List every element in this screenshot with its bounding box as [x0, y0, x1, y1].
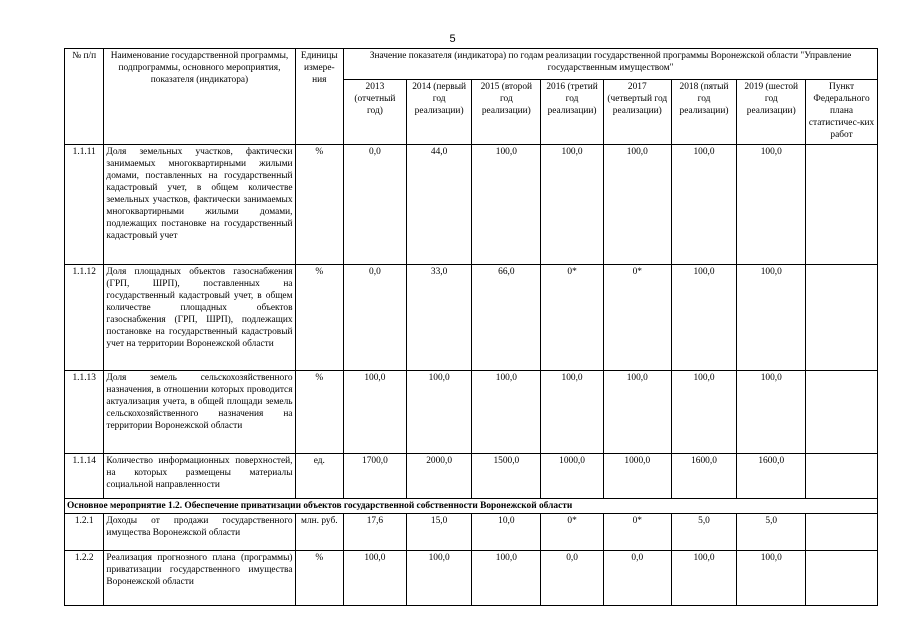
row-value: 100,0 [406, 551, 472, 606]
row-value: 2000,0 [406, 454, 472, 499]
row-value: 1700,0 [344, 454, 407, 499]
row-plan [806, 551, 878, 606]
row-indicator-name: Доля площадных объектов газоснабжения (ГРП, ШРП), поставленных на государственный кадастровый учет, в общем количестве площадных объектов газоснабжения (ГРП, ШРП), подлежащих постановке на государственный кадастровый учет на территории Воронежской области [104, 265, 295, 371]
row-value: 33,0 [406, 265, 472, 371]
row-plan [806, 145, 878, 265]
row-number: 1.1.12 [65, 265, 104, 371]
row-unit: % [295, 145, 344, 265]
row-unit: ед. [295, 454, 344, 499]
row-value: 10,0 [472, 514, 541, 551]
row-value: 100,0 [737, 371, 806, 454]
row-value: 0,0 [541, 551, 604, 606]
table-row [65, 371, 878, 454]
row-value: 0,0 [344, 145, 407, 265]
row-value: 5,0 [671, 514, 737, 551]
row-value: 0,0 [344, 265, 407, 371]
row-value: 0* [541, 514, 604, 551]
row-value: 0* [603, 514, 671, 551]
header-num: № п/п [65, 49, 104, 145]
row-number: 1.2.1 [65, 514, 104, 551]
row-value: 100,0 [541, 371, 604, 454]
header-units: Единицы измере-ния [295, 49, 344, 145]
page-number: 5 [449, 33, 456, 45]
row-value: 100,0 [737, 145, 806, 265]
row-plan [806, 371, 878, 454]
section-title: Основное мероприятие 1.2. Обеспечение приватизации объектов государственной собственности Воронежской области [65, 499, 878, 514]
header-plan: Пункт Федерального плана статистичес-ких работ [806, 80, 878, 145]
row-value: 100,0 [737, 551, 806, 606]
row-unit: млн. руб. [295, 514, 344, 551]
row-value: 1500,0 [472, 454, 541, 499]
row-value: 44,0 [406, 145, 472, 265]
row-unit: % [295, 551, 344, 606]
row-plan [806, 454, 878, 499]
row-value: 0* [541, 265, 604, 371]
row-value: 100,0 [671, 265, 737, 371]
row-value: 1600,0 [737, 454, 806, 499]
header-values: Значение показателя (индикатора) по годам реализации государственной программы Воронежской области "Управление государственным имуществом" [344, 49, 878, 80]
row-value: 15,0 [406, 514, 472, 551]
row-unit: % [295, 265, 344, 371]
header-year: 2017 (четвертый год реализации) [603, 80, 671, 145]
row-value: 1600,0 [671, 454, 737, 499]
table-row [65, 551, 878, 606]
row-value: 100,0 [671, 371, 737, 454]
row-indicator-name: Доля земель сельскохозяйственного назначения, в отношении которых проводится актуализация учета, в общей площади земель сельскохозяйственного назначения на территории Воронежской области [104, 371, 295, 454]
row-plan [806, 514, 878, 551]
row-value: 100,0 [472, 145, 541, 265]
row-indicator-name: Доля земельных участков, фактически занимаемых многоквартирными жилыми домами, поставленных на государственный кадастровый учет, в общем количестве земельных участков, фактически занимаемых многоквартирными жилыми домами, подлежащих постановке на государственный кадастровый учет [104, 145, 295, 265]
row-indicator-name: Количество информационных поверхностей, на которых размещены материалы социальной направленности [104, 454, 295, 499]
row-number: 1.1.11 [65, 145, 104, 265]
section-row [65, 499, 878, 514]
header-year: 2019 (шестой год реализации) [737, 80, 806, 145]
row-value: 100,0 [541, 145, 604, 265]
table-row [65, 454, 878, 499]
row-value: 100,0 [472, 371, 541, 454]
header-name: Наименование государственной программы, подпрограммы, основного мероприятия, показателя (индикатора) [104, 49, 295, 145]
row-value: 100,0 [603, 371, 671, 454]
row-value: 100,0 [472, 551, 541, 606]
row-value: 5,0 [737, 514, 806, 551]
row-value: 100,0 [671, 145, 737, 265]
header-row [65, 49, 878, 80]
row-number: 1.2.2 [65, 551, 104, 606]
row-value: 100,0 [671, 551, 737, 606]
indicator-table [64, 48, 878, 606]
row-value: 66,0 [472, 265, 541, 371]
row-plan [806, 265, 878, 371]
header-year: 2016 (третий год реализации) [541, 80, 604, 145]
row-value: 100,0 [344, 551, 407, 606]
row-indicator-name: Доходы от продажи государственного имущества Воронежской области [104, 514, 295, 551]
header-year: 2018 (пятый год реализации) [671, 80, 737, 145]
row-indicator-name: Реализация прогнозного плана (программы) приватизации государственного имущества Воронежской области [104, 551, 295, 606]
table-row [65, 265, 878, 371]
row-value: 17,6 [344, 514, 407, 551]
row-value: 1000,0 [541, 454, 604, 499]
row-value: 1000,0 [603, 454, 671, 499]
row-value: 100,0 [737, 265, 806, 371]
row-number: 1.1.14 [65, 454, 104, 499]
table-row [65, 145, 878, 265]
row-value: 100,0 [344, 371, 407, 454]
header-year: 2013 (отчетный год) [344, 80, 407, 145]
table-row [65, 514, 878, 551]
row-value: 0,0 [603, 551, 671, 606]
row-value: 100,0 [406, 371, 472, 454]
row-value: 100,0 [603, 145, 671, 265]
row-number: 1.1.13 [65, 371, 104, 454]
header-year: 2014 (первый год реализации) [406, 80, 472, 145]
row-unit: % [295, 371, 344, 454]
row-value: 0* [603, 265, 671, 371]
header-year: 2015 (второй год реализации) [472, 80, 541, 145]
